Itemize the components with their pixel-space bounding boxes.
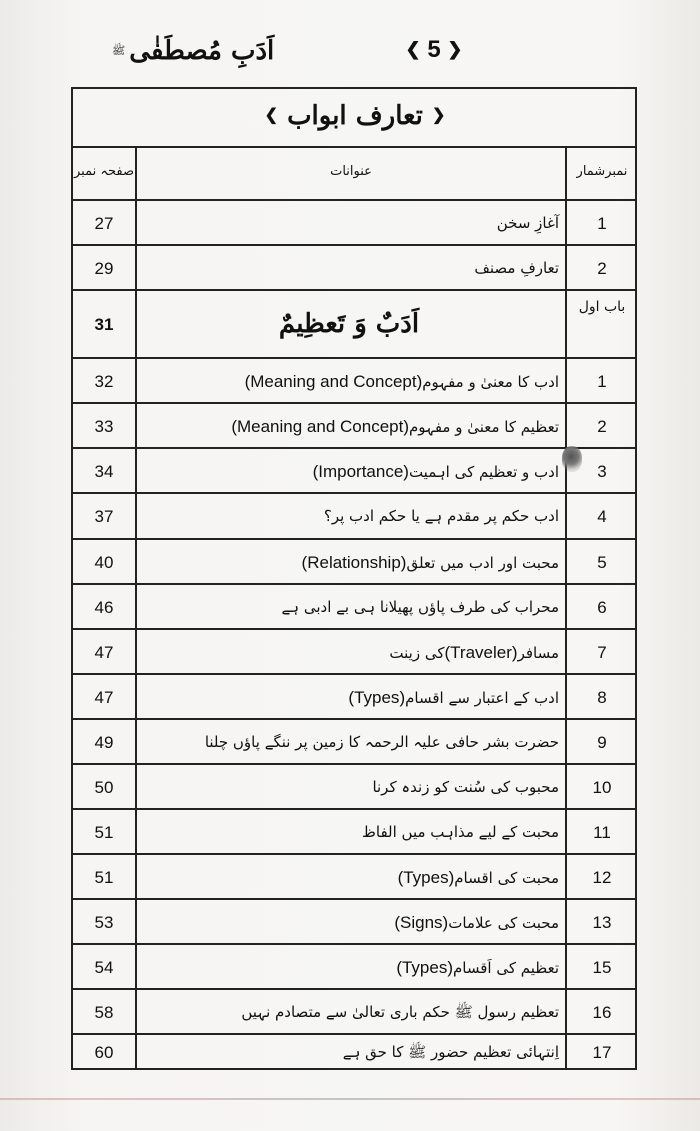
row-title-urdu: اِنتہائی تعظیم حضور ﷺ کا حق ہے	[342, 1043, 559, 1061]
page-number	[403, 36, 465, 64]
toc-title-text: تعارف ابواب	[287, 101, 423, 131]
toc-row	[73, 855, 635, 900]
toc-row	[73, 990, 635, 1035]
row-title	[139, 1003, 559, 1025]
row-title-urdu: محبوب کی سُنت کو زندہ کرنا	[372, 778, 559, 796]
row-title-english: (Types)	[396, 958, 454, 977]
toc-row	[73, 945, 635, 990]
toc-row	[73, 630, 635, 675]
row-title	[139, 733, 559, 751]
row-page-number: 47	[94, 643, 114, 662]
row-title	[139, 259, 559, 277]
toc-row	[73, 810, 635, 855]
row-page-number: 47	[94, 688, 114, 707]
table-of-contents	[71, 87, 637, 1070]
row-page-number: 33	[94, 417, 114, 436]
row-serial-number: 1	[597, 214, 607, 233]
row-page-number: 27	[94, 214, 114, 233]
book-title-text: اَدَبِ مُصطَفٰی	[129, 36, 275, 66]
row-title	[139, 417, 559, 437]
toc-title	[193, 101, 517, 131]
row-title	[139, 372, 559, 392]
row-serial-number: 1	[597, 372, 607, 391]
row-serial-number: 12	[592, 868, 612, 887]
row-title-urdu: تعظیم کا معنیٰ و مفہوم	[409, 418, 559, 436]
row-title	[139, 868, 559, 888]
row-serial-number: 4	[597, 507, 607, 526]
toc-row	[73, 1035, 635, 1070]
row-serial-number: 7	[597, 643, 607, 662]
row-title-urdu: ادب حکم پر مقدم ہے یا حکم ادب پر؟	[323, 507, 559, 525]
row-title	[139, 958, 559, 978]
row-serial-number: باب اول	[578, 299, 626, 315]
toc-row	[73, 675, 635, 720]
title-ornament-right-icon: ❯	[264, 105, 278, 124]
toc-row	[73, 449, 635, 494]
row-serial-number: 17	[592, 1043, 612, 1062]
row-title-english: (Importance)	[312, 462, 409, 481]
row-page-number: 31	[94, 315, 114, 334]
row-title-english: (Signs)	[394, 913, 449, 932]
row-title-urdu: محبت اور ادب میں تعلق	[406, 554, 559, 572]
row-title-english: (Traveler)	[444, 643, 518, 662]
row-title-english: (Relationship)	[301, 553, 407, 572]
row-title	[139, 913, 559, 933]
page-number-value: 5	[427, 36, 441, 63]
row-title-urdu: محبت کی علامات	[448, 914, 559, 932]
toc-row	[73, 540, 635, 585]
column-header-row	[73, 146, 635, 201]
row-title-urdu: تعظیم رسول ﷺ حکم باری تعالیٰ سے متصادم نہیں	[241, 1003, 559, 1021]
row-title	[139, 309, 559, 339]
row-title-urdu: اَدَبٌ وَ تَعظِیمٌ	[278, 309, 420, 339]
row-page-number: 34	[94, 462, 114, 481]
running-header	[0, 36, 700, 72]
row-title	[139, 823, 559, 841]
row-page-number: 51	[94, 823, 114, 842]
toc-row	[73, 246, 635, 291]
toc-row	[73, 765, 635, 810]
row-title-urdu: محبت کی اقسام	[454, 869, 559, 887]
row-title	[139, 643, 559, 663]
ornament-left-icon: ❮	[405, 39, 421, 59]
row-title	[139, 214, 559, 232]
row-title-urdu: حضرت بشر حافی علیہ الرحمہ کا زمین پر ننگے پاؤں چلنا	[204, 733, 559, 751]
row-title-urdu: محبت کے لیے مذاہب میں الفاظ	[362, 823, 559, 841]
row-page-number: 40	[94, 553, 114, 572]
page-bottom-edge	[0, 1098, 700, 1100]
row-serial-number: 10	[592, 778, 612, 797]
row-title	[139, 462, 559, 482]
column-header-serial: نمبرشمار	[576, 164, 628, 179]
row-serial-number: 5	[597, 553, 607, 572]
row-serial-number: 2	[597, 259, 607, 278]
row-title	[139, 553, 559, 573]
toc-row	[73, 404, 635, 449]
row-serial-number: 13	[592, 913, 612, 932]
column-header-topics: عنوانات	[330, 164, 372, 179]
row-title-urdu: آغازِ سخن	[496, 214, 559, 232]
honorific-mark: ﷺ	[112, 44, 126, 57]
row-page-number: 49	[94, 733, 114, 752]
title-ornament-left-icon: ❮	[431, 105, 446, 124]
toc-row	[73, 359, 635, 404]
row-page-number: 58	[94, 1003, 114, 1022]
book-title	[112, 36, 274, 66]
row-title-urdu: تعارفِ مصنف	[474, 259, 559, 277]
row-serial-number: 11	[593, 823, 611, 842]
row-title	[139, 507, 559, 525]
row-title-urdu: ادب و تعظیم کی اہمیت	[408, 463, 559, 481]
chapter-row	[73, 291, 635, 359]
row-page-number: 32	[94, 372, 114, 391]
row-title-english: (Meaning and Concept)	[231, 417, 409, 436]
row-serial-number: 3	[597, 462, 607, 481]
row-title-urdu: ادب کا معنیٰ و مفہوم	[422, 373, 559, 391]
row-title	[139, 688, 559, 708]
toc-row	[73, 585, 635, 630]
row-title-urdu: مسافر	[517, 644, 559, 662]
ink-smudge	[562, 446, 582, 472]
row-title-urdu: تعظیم کی اَقسام	[453, 959, 559, 977]
toc-row	[73, 900, 635, 945]
row-page-number: 50	[94, 778, 114, 797]
ornament-right-icon: ❯	[447, 39, 463, 59]
row-page-number: 46	[94, 598, 114, 617]
row-page-number: 51	[94, 868, 114, 887]
row-serial-number: 8	[597, 688, 607, 707]
row-serial-number: 6	[597, 598, 607, 617]
row-page-number: 29	[94, 259, 114, 278]
toc-row	[73, 201, 635, 246]
row-title-english: (Meaning and Concept)	[244, 372, 423, 391]
row-title	[139, 778, 559, 796]
row-page-number: 60	[94, 1043, 114, 1062]
row-serial-number: 16	[592, 1003, 612, 1022]
row-serial-number: 2	[597, 417, 607, 436]
row-page-number: 53	[94, 913, 114, 932]
row-title-english: (Types)	[397, 868, 455, 887]
row-title-suffix: کی زینت	[389, 644, 445, 662]
row-page-number: 37	[94, 507, 114, 526]
row-title-english: (Types)	[348, 688, 406, 707]
row-page-number: 54	[94, 958, 114, 977]
toc-title-row	[73, 89, 635, 148]
toc-row	[73, 720, 635, 765]
row-serial-number: 9	[597, 733, 607, 752]
row-title-urdu: ادب کے اعتبار سے اقسام	[405, 689, 559, 707]
column-header-page: صفحہ نمبر	[74, 164, 134, 179]
row-title	[139, 598, 559, 616]
toc-row	[73, 494, 635, 540]
row-serial-number: 15	[592, 958, 612, 977]
row-title-urdu: محراب کی طرف پاؤں پھیلانا ہی بے ادبی ہے	[281, 598, 559, 616]
row-title	[139, 1043, 559, 1065]
